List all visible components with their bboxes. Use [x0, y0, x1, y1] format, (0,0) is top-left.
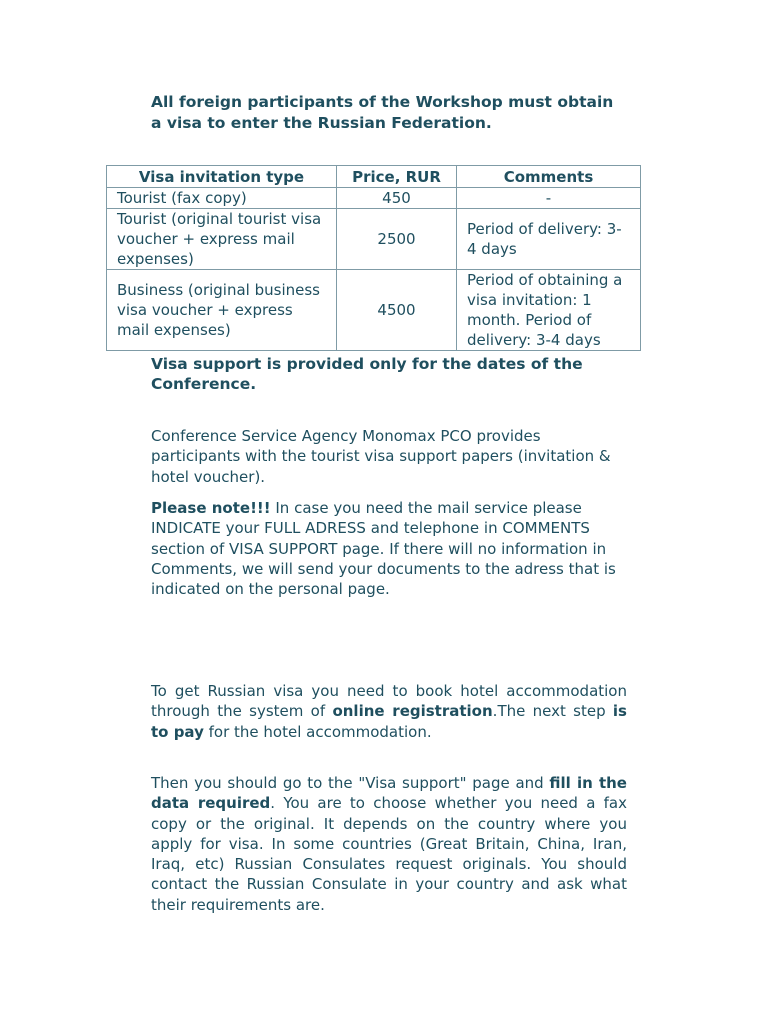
please-note-text: In case you need the mail service please INDICATE your FULL ADRESS and telephone in COMMENTS section of VISA SUPPORT page. If there will no information in Comments, we will send your documents to the adress that is indicated on the personal page. — [151, 499, 616, 599]
header-comments: Comments — [457, 166, 641, 188]
cell-comment: Period of delivery: 3-4 days — [457, 209, 641, 270]
is-to-pay-text: is to pay — [151, 702, 627, 741]
visa-page-text-2: . You are to choose whether you need a fax copy or the original. It depends on the country where you apply for visa. In some countries (Great Britain, China, Iran, Iraq, etc) Russian Consulates request originals. You should contact the Russian Consulate in your country and ask what their requirements are. — [151, 794, 627, 914]
cell-visa-type: Business (original business visa voucher + express mail expenses) — [107, 270, 337, 351]
table-header-row — [107, 166, 641, 188]
agency-paragraph: Conference Service Agency Monomax PCO provides participants with the tourist visa support papers (invitation & hotel voucher). — [151, 427, 611, 486]
header-visa-type: Visa invitation type — [107, 166, 337, 188]
hotel-text-3: for the hotel accommodation. — [203, 722, 432, 741]
cell-comment: Period of obtaining a visa invitation: 1 month. Period of delivery: 3-4 days — [457, 270, 641, 351]
cell-comment: - — [457, 188, 641, 209]
cell-price: 450 — [337, 188, 457, 209]
hotel-paragraph — [151, 681, 627, 742]
visa-price-table — [106, 165, 641, 351]
hotel-text-2: .The next step — [492, 702, 613, 721]
hotel-text-1: To get Russian visa you need to book hotel accommodation through the system of — [151, 682, 627, 721]
online-registration-text: online registration — [332, 702, 493, 721]
please-note-label: Please note!!! — [151, 499, 271, 517]
header-price: Price, RUR — [337, 166, 457, 188]
cell-price: 4500 — [337, 270, 457, 351]
table-row — [107, 209, 641, 270]
table-row — [107, 188, 641, 209]
fill-data-text: fill in the data required — [151, 774, 627, 813]
cell-visa-type: Tourist (fax copy) — [107, 188, 337, 209]
please-note-paragraph — [151, 498, 627, 599]
visa-support-note: Visa support is provided only for the dates of the Conference. — [151, 355, 583, 394]
visa-page-paragraph — [151, 773, 627, 915]
cell-price: 2500 — [337, 209, 457, 270]
table-row — [107, 270, 641, 351]
page-heading: All foreign participants of the Workshop must obtain a visa to enter the Russian Federation. — [151, 93, 614, 132]
visa-page-text-1: Then you should go to the "Visa support" page and — [151, 774, 550, 792]
cell-visa-type: Tourist (original tourist visa voucher + express mail expenses) — [107, 209, 337, 270]
